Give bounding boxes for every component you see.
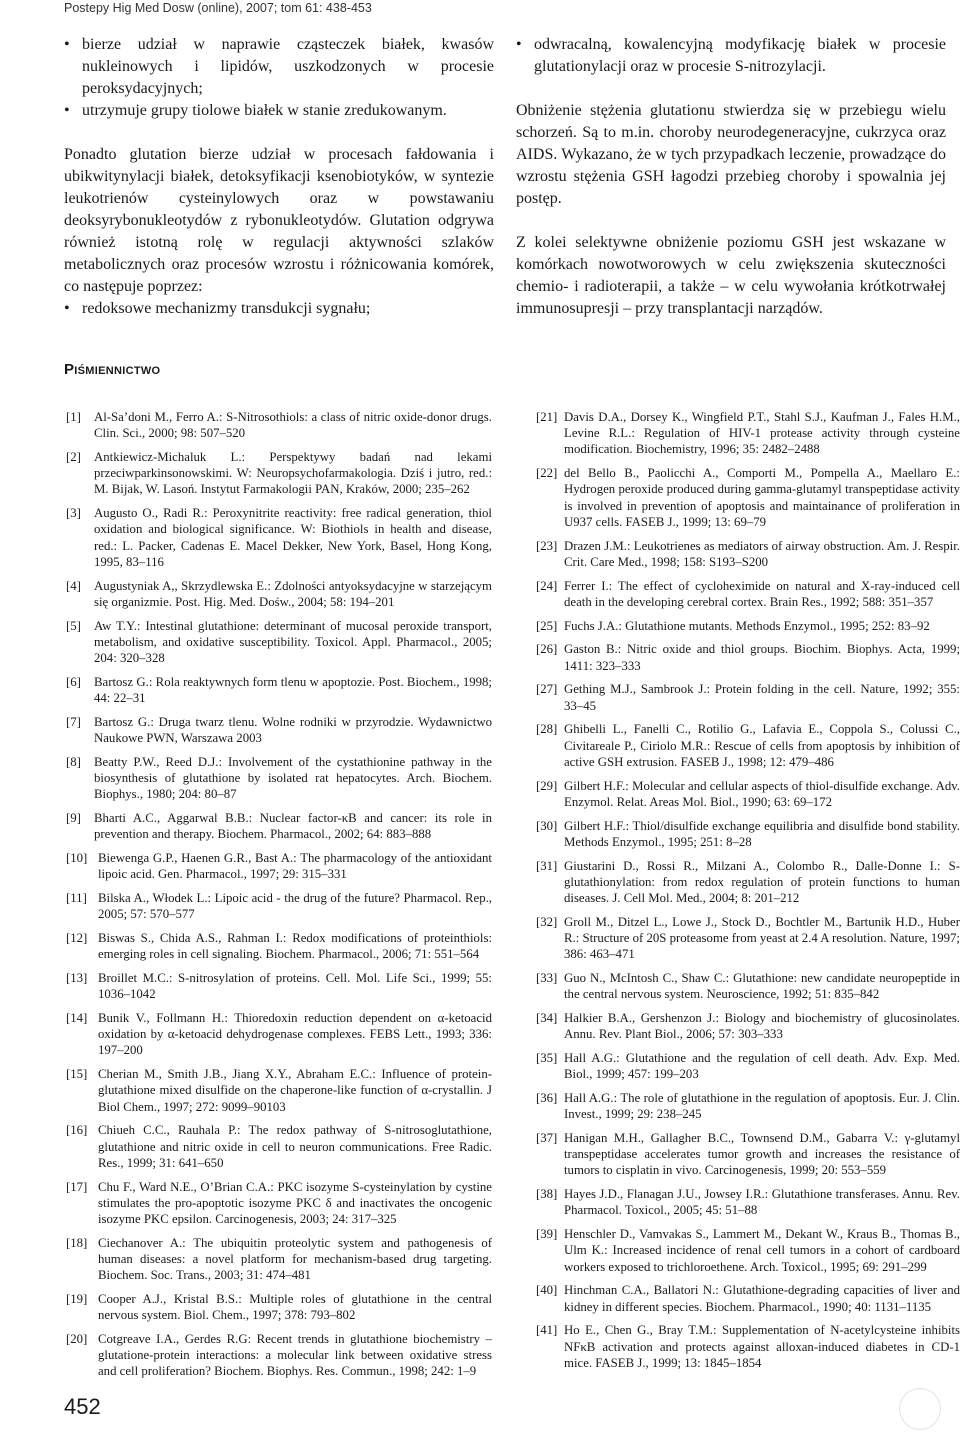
reference-item	[536, 681, 960, 713]
reference-number: [18]	[66, 1235, 88, 1250]
reference-number: [20]	[66, 1332, 88, 1347]
reference-item	[66, 1235, 492, 1284]
reference-item	[66, 505, 492, 570]
reference-text: Antkiewicz-Michaluk L.: Perspektywy badań nad lekami przeciwparkinsonowskimi. W: Neuropsychofarmakologia. Dziś i jutro, red.: M. Bijak, W. Lasoń. Instytut Farmakologii PAN, Kraków, 2000; 235–262	[94, 450, 492, 497]
body-paragraph: Z kolei selektywne obniżenie poziomu GSH jest wskazane w komórkach nowotworowych w celu zwiększenia skuteczności chemio- i radioterapii, a także – w celu wywołania krótkotrwałej immunosupresji – przy transplantacji narządów.	[516, 234, 946, 317]
reference-text: Bharti A.C., Aggarwal B.B.: Nuclear factor-κB and cancer: its role in prevention and therapy. Biochem. Pharmacol., 2002; 64: 883–888	[94, 811, 492, 842]
reference-number: [24]	[536, 578, 558, 593]
reference-number: [5]	[66, 618, 81, 633]
right-bullet-list	[516, 34, 946, 78]
publisher-logo-icon	[899, 1388, 941, 1430]
journal-header: Postepy Hig Med Dosw (online), 2007; tom 61: 438-453	[64, 1, 372, 15]
left-top-bullet-list	[64, 34, 494, 122]
reference-item	[66, 754, 492, 803]
reference-item	[536, 538, 960, 570]
reference-text: Gilbert H.F.: Thiol/disulfide exchange equilibria and disulfide bond stability. Methods Enzymol., 1995; 251: 8–28	[564, 818, 960, 849]
reference-number: [32]	[536, 914, 558, 929]
reference-item	[66, 1066, 492, 1115]
reference-text: Hall A.G.: Glutathione and the regulation of cell death. Adv. Exp. Med. Biol., 1999; 457: 199–203	[564, 1051, 960, 1082]
reference-number: [17]	[66, 1179, 88, 1194]
reference-number: [29]	[536, 778, 558, 793]
reference-item	[66, 850, 492, 882]
reference-number: [6]	[66, 674, 81, 689]
reference-item	[66, 1122, 492, 1171]
reference-item	[536, 818, 960, 850]
references-left-column	[66, 409, 492, 1387]
reference-text: Chu F., Ward N.E., O’Brian C.A.: PKC isozyme S-cysteinylation by cystine stimulates the pro-apoptotic isozyme PKC δ and inactivates the oncogenic isozyme PKC epsilon. Carcinogenesis, 2003; 24: 317–325	[98, 1179, 492, 1227]
reference-number: [2]	[66, 450, 81, 464]
reference-text: Biewenga G.P., Haenen G.R., Bast A.: The pharmacology of the antioxidant lipoic acid. Gen. Pharmacol., 1997; 29: 315–331	[98, 851, 492, 882]
reference-number: [25]	[536, 618, 558, 633]
reference-number: [7]	[66, 714, 81, 729]
reference-item	[66, 674, 492, 706]
reference-item	[66, 618, 492, 667]
right-text-column	[516, 34, 946, 320]
reference-number: [28]	[536, 722, 558, 737]
reference-item	[536, 914, 960, 963]
reference-text: Hinchman C.A., Ballatori N.: Glutathione-degrading capacities of liver and kidney in different species. Biochem. Pharmacol., 1990; 40: 1131–1135	[564, 1283, 960, 1314]
reference-number: [30]	[536, 818, 558, 833]
reference-item	[536, 778, 960, 810]
reference-item	[66, 714, 492, 746]
reference-item	[536, 1130, 960, 1179]
reference-number: [4]	[66, 578, 81, 593]
reference-number: [12]	[66, 931, 88, 946]
reference-number: [16]	[66, 1123, 88, 1138]
reference-item	[66, 930, 492, 962]
reference-item	[66, 890, 492, 922]
reference-number: [19]	[66, 1292, 88, 1307]
bullet-item: • bierze udział w naprawie cząsteczek białek, kwasów nukleinowych i lipidów, uszkodzonych w procesie peroksydacyjnych;	[64, 34, 494, 100]
reference-item	[536, 618, 960, 634]
reference-text: Cotgreave I.A., Gerdes R.G: Recent trends in glutathione biochemistry – glutatione-protein interactions: a molecular link between oxidative stress and cell proliferation? Biochem. Biophys. Res. Commun., 1998; 242: 1–9	[98, 1332, 492, 1379]
reference-number: [39]	[536, 1227, 558, 1242]
reference-text: Bartosz G.: Druga twarz tlenu. Wolne rodniki w przyrodzie. Wydawnictwo Naukowe PWN, Warszawa 2003	[94, 714, 492, 746]
reference-item	[66, 810, 492, 842]
reference-number: [11]	[66, 891, 87, 906]
left-text-column	[64, 34, 494, 320]
reference-item	[66, 970, 492, 1002]
reference-number: [8]	[66, 754, 81, 769]
reference-text: Gilbert H.F.: Molecular and cellular aspects of thiol-disulfide exchange. Adv. Enzymol. Relat. Areas Mol. Biol., 1990; 63: 69–172	[564, 778, 960, 809]
reference-text: Beatty P.W., Reed D.J.: Involvement of the cystathionine pathway in the biosynthesis of glutathione by isolated rat hepatocytes. Arch. Biochem. Biophys., 1980; 204: 80–87	[94, 754, 492, 802]
reference-number: [21]	[536, 410, 558, 424]
reference-number: [27]	[536, 682, 558, 697]
reference-text: Ghibelli L., Fanelli C., Rotilio G., Lafavia E., Coppola S., Colussi C., Civitareale P., Ciriolo M.R.: Rescue of cells from apoptosis by inhibition of active GSH extrusion. FASEB J., 1998; 12: 479–486	[564, 722, 960, 769]
reference-text: Guo N., McIntosh C., Shaw C.: Glutathione: new candidate neuropeptide in the central nervous system. Neuroscience, 1992; 51: 835–842	[564, 971, 960, 1002]
reference-text: Davis D.A., Dorsey K., Wingfield P.T., Stahl S.J., Kaufman J., Fales H.M., Levine R.L.: Regulation of HIV-1 protease activity through cysteine modification. Biochemistry, 1996; 35: 2482–2488	[564, 410, 960, 457]
reference-item	[536, 465, 960, 530]
reference-text: Fuchs J.A.: Glutathione mutants. Methods Enzymol., 1995; 252: 83–92	[564, 618, 930, 633]
bullet-item: • redoksowe mechanizmy transdukcji sygnału;	[64, 298, 494, 320]
reference-text: Halkier B.A., Gershenzon J.: Biology and biochemistry of glucosinolates. Annu. Rev. Plant Biol., 2006; 57: 303–333	[564, 1011, 960, 1042]
reference-text: Bartosz G.: Rola reaktywnych form tlenu w apoptozie. Post. Biochem., 1998; 44: 22–31	[94, 674, 492, 706]
reference-item	[66, 449, 492, 498]
reference-item	[66, 1179, 492, 1228]
reference-number: [22]	[536, 466, 558, 481]
reference-number: [1]	[66, 410, 81, 424]
reference-text: Cherian M., Smith J.B., Jiang X.Y., Abraham E.C.: Influence of protein-glutathione mixed disulfide on the chaperone-like function of α-crystallin. J Biol Chem., 1997; 272: 9099–90103	[98, 1067, 492, 1114]
reference-item	[536, 1186, 960, 1218]
reference-item	[536, 1050, 960, 1082]
reference-text: Hayes J.D., Flanagan J.U., Jowsey I.R.: Glutathione transferases. Annu. Rev. Pharmacol. Toxicol., 2005; 45: 51–88	[564, 1187, 960, 1218]
reference-number: [14]	[66, 1011, 88, 1026]
reference-item	[536, 1226, 960, 1275]
reference-text: Augusto O., Radi R.: Peroxynitrite reactivity: free radical generation, thiol oxidation and biological significance. W: Biothiols in health and disease, red.: L. Packer, Cadenas E. Macel Dekker, New York, Basel, Hong Kong, 1995, 83–116	[94, 506, 492, 569]
reference-number: [36]	[536, 1091, 558, 1106]
reference-text: Hanigan M.H., Gallagher B.C., Townsend D.M., Gabarra V.: γ-glutamyl transpeptidase accelerates tumor growth and increases the resistance of tumors to cisplatin in vivo. Carcinogenesis, 1999; 20: 553–559	[564, 1131, 960, 1178]
references-right-column	[536, 409, 960, 1379]
reference-text: Broillet M.C.: S-nitrosylation of proteins. Cell. Mol. Life Sci., 1999; 55: 1036–1042	[98, 971, 492, 1002]
reference-number: [3]	[66, 506, 81, 521]
reference-number: [10]	[66, 851, 88, 866]
reference-text: Bunik V., Follmann H.: Thioredoxin reduction dependent on α-ketoacid oxidation by α-ketoacid dehydrogenase complexes. FEBS Lett., 1993; 336: 197–200	[98, 1011, 492, 1058]
body-paragraph: Ponadto glutation bierze udział w procesach fałdowania i ubikwitynylacji białek, detoksyfikacji ksenobiotyków, w syntezie leukotrienów cysteinylowych oraz w powstawaniu deoksyrybonukleotydów z rybonukleotydów. Glutation odgrywa również istotną rolę w regulacji aktywności szlaków metabolicznych oraz procesów wzrostu i różnicowania komórek, co następuje poprzez:	[64, 146, 494, 295]
reference-text: Hall A.G.: The role of glutathione in the regulation of apoptosis. Eur. J. Clin. Invest., 1999; 29: 238–245	[564, 1091, 960, 1122]
bullet-item: • utrzymuje grupy tiolowe białek w stanie zredukowanym.	[64, 100, 494, 122]
reference-item	[536, 1282, 960, 1314]
body-paragraph: Obniżenie stężenia glutationu stwierdza się w przebiegu wielu schorzeń. Są to m.in. choroby neurodegeneracyjne, cukrzyca oraz AIDS. Wykazano, że w tych przypadkach leczenie, prowadzące do wzrostu stężenia GSH łagodzi przebieg choroby i spowalnia jej postęp.	[516, 102, 946, 207]
reference-text: del Bello B., Paolicchi A., Comporti M., Pompella A., Maellaro E.: Hydrogen peroxide produced during gamma-glutamyl transpeptidase activity is involved in prevention of apoptosis and maintainance of proliferation in U937 cells. FASEB J., 1999; 13: 69–79	[564, 466, 960, 529]
reference-item	[536, 578, 960, 610]
reference-text: Drazen J.M.: Leukotrienes as mediators of airway obstruction. Am. J. Respir. Crit. Care Med., 1998; 158: S193–S200	[564, 538, 960, 569]
reference-text: Henschler D., Vamvakas S., Lammert M., Dekant W., Kraus B., Thomas B., Ulm K.: Increased incidence of renal cell tumors in a cohort of cardboard workers exposed to trichloroethene. Arch. Toxicol., 1995; 69: 291–299	[564, 1227, 960, 1274]
reference-number: [23]	[536, 538, 558, 553]
reference-number: [38]	[536, 1187, 558, 1202]
reference-text: Gaston B.: Nitric oxide and thiol groups. Biochim. Biophys. Acta, 1999; 1411: 323–333	[564, 642, 960, 673]
reference-item	[536, 721, 960, 770]
reference-text: Ciechanover A.: The ubiquitin proteolytic system and pathogenesis of human diseases: a novel platform for mechanism-based drug targeting. Biochem. Soc. Trans., 2003; 31: 474–481	[98, 1235, 492, 1283]
reference-number: [31]	[536, 858, 558, 873]
bibliography-heading: Piśmiennictwo	[64, 361, 161, 378]
reference-number: [34]	[536, 1011, 558, 1026]
reference-item	[66, 1331, 492, 1380]
reference-number: [33]	[536, 971, 558, 986]
reference-text: Biswas S., Chida A.S., Rahman I.: Redox modifications of proteinthiols: emerging roles in cell signaling. Biochem. Pharmacol., 2006; 71: 551–564	[98, 931, 492, 962]
reference-text: Ferrer I.: The effect of cycloheximide on natural and X-ray-induced cell death in the developing cerebral cortex. Brain Res., 1992; 588: 351–357	[564, 578, 960, 609]
reference-number: [26]	[536, 642, 558, 657]
reference-text: Groll M., Ditzel L., Lowe J., Stock D., Bochtler M., Bartunik H.D., Huber R.: Structure of 20S proteasome from yeast at 2.4 A resolution. Nature, 1997; 386: 463–471	[564, 914, 960, 962]
reference-number: [13]	[66, 971, 88, 986]
reference-item	[66, 578, 492, 610]
reference-number: [37]	[536, 1131, 558, 1146]
reference-item	[536, 1010, 960, 1042]
reference-number: [15]	[66, 1067, 88, 1082]
reference-text: Al-Sa’doni M., Ferro A.: S-Nitrosothiols: a class of nitric oxide-donor drugs. Clin. Sci., 2000; 98: 507–520	[94, 410, 492, 441]
left-bottom-bullet-list	[64, 298, 494, 320]
reference-item	[536, 970, 960, 1002]
bullet-item: • odwracalną, kowalencyjną modyfikację białek w procesie glutationylacji oraz w procesie S-nitrozylacji.	[516, 34, 946, 78]
reference-item	[66, 1010, 492, 1059]
page-number: 452	[64, 1394, 101, 1419]
reference-text: Ho E., Chen G., Bray T.M.: Supplementation of N-acetylcysteine inhibits NFκB activation and protects against alloxan-induced diabetes in CD-1 mice. FASEB J., 1999; 13: 1845–1854	[564, 1323, 960, 1370]
reference-item	[536, 641, 960, 673]
reference-text: Chiueh C.C., Rauhala P.: The redox pathway of S-nitrosoglutathione, glutathione and nitric oxide in cell to neuron communications. Free Radic. Res., 1999; 31: 641–650	[98, 1123, 492, 1170]
reference-text: Bilska A., Włodek L.: Lipoic acid - the drug of the future? Pharmacol. Rep., 2005; 57: 570–577	[98, 891, 492, 922]
reference-item	[66, 409, 492, 441]
reference-text: Cooper A.J., Kristal B.S.: Multiple roles of glutathione in the central nervous system. Biol. Chem., 1997; 378: 793–802	[98, 1292, 492, 1323]
reference-item	[536, 858, 960, 907]
reference-number: [35]	[536, 1051, 558, 1066]
reference-item	[536, 409, 960, 458]
reference-text: Aw T.Y.: Intestinal glutathione: determinant of mucosal peroxide transport, metabolism, and oxidative susceptibility. Toxicol. Appl. Pharmacol., 2005; 204: 320–328	[94, 618, 492, 666]
reference-text: Giustarini D., Rossi R., Milzani A., Colombo R., Dalle-Donne I.: S-glutathionylation: from redox regulation of protein functions to human diseases. J. Cell Mol. Med., 2004; 8: 201–212	[564, 858, 960, 906]
reference-text: Augustyniak A,, Skrzydlewska E.: Zdolności antyoksydacyjne w starzejącym się organizmie. Post. Hig. Med. Dośw., 2004; 58: 194–201	[94, 578, 492, 609]
reference-number: [40]	[536, 1283, 558, 1298]
reference-number: [41]	[536, 1323, 558, 1338]
reference-number: [9]	[66, 811, 81, 826]
reference-text: Gething M.J., Sambrook J.: Protein folding in the cell. Nature, 1992; 355: 33–45	[564, 682, 960, 713]
reference-item	[536, 1090, 960, 1122]
reference-item	[536, 1322, 960, 1371]
reference-item	[66, 1291, 492, 1323]
